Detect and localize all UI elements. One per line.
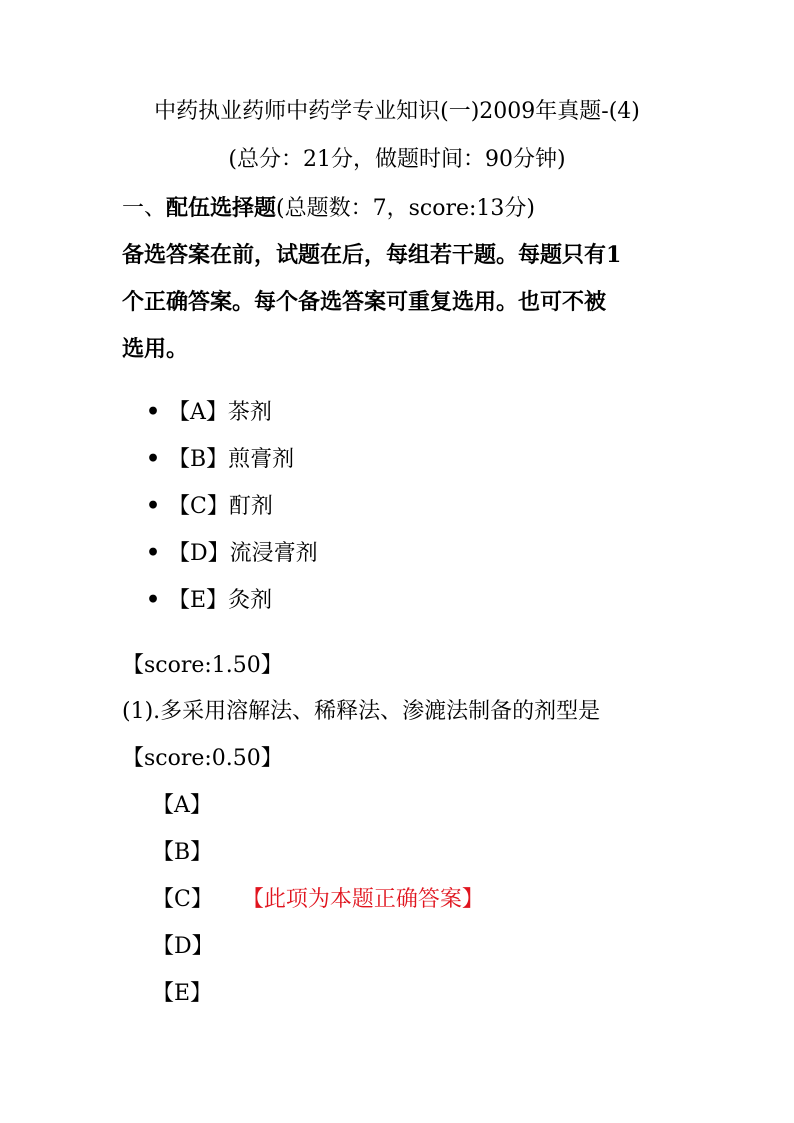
bullet-icon: •	[146, 493, 161, 519]
section-heading-prefix: 一、	[122, 196, 167, 221]
answer-label: 【D】	[152, 934, 214, 959]
option-label: 【D】	[168, 541, 230, 566]
section-heading-info: (总题数：7，score:13分)	[276, 196, 535, 221]
option-text: 酊剂	[228, 494, 273, 519]
option-item-a	[146, 398, 272, 427]
option-text: 煎膏剂	[228, 447, 295, 472]
option-item-e	[146, 586, 272, 615]
option-text: 流浸膏剂	[229, 541, 318, 566]
bullet-icon: •	[146, 540, 161, 566]
option-item-b	[146, 445, 294, 474]
option-text: 灸剂	[228, 588, 273, 613]
answer-label: 【C】	[152, 887, 213, 912]
section-heading-title: 配伍选择题	[166, 195, 277, 221]
group-score: 【score:1.50】	[122, 653, 283, 678]
answer-item-e	[152, 980, 212, 1008]
correct-answer-note: 【此项为本题正确答案】	[252, 887, 484, 912]
question-text: (1).多采用溶解法、稀释法、渗漉法制备的剂型是	[122, 699, 601, 724]
option-label: 【B】	[168, 447, 229, 472]
option-item-c	[146, 492, 273, 521]
bullet-icon: •	[146, 446, 161, 472]
answer-item-d	[152, 933, 214, 961]
instructions-line-1: 备选答案在前，试题在后，每组若干题。每题只有1	[122, 242, 622, 268]
option-text: 茶剂	[227, 400, 272, 425]
bullet-icon: •	[146, 587, 161, 613]
option-label: 【A】	[168, 400, 228, 425]
answer-label: 【E】	[152, 981, 213, 1006]
option-label: 【E】	[168, 588, 229, 613]
question-score: 【score:0.50】	[122, 746, 283, 771]
section-heading	[122, 194, 535, 223]
instructions-line-2: 个正确答案。每个备选答案可重复选用。也可不被	[122, 289, 607, 315]
document-subtitle: (总分：21分，做题时间：90分钟)	[228, 147, 566, 172]
answer-label: 【B】	[152, 840, 213, 865]
answer-label: 【A】	[152, 793, 212, 818]
answer-item-b	[152, 839, 212, 867]
option-item-d	[146, 539, 318, 568]
document-title: 中药执业药师中药学专业知识(一)2009年真题-(4)	[154, 99, 640, 124]
bullet-icon: •	[146, 399, 161, 425]
answer-item-c	[152, 886, 484, 914]
option-label: 【C】	[168, 494, 229, 519]
instructions-line-3: 选用。	[122, 336, 189, 362]
answer-item-a	[152, 792, 212, 820]
